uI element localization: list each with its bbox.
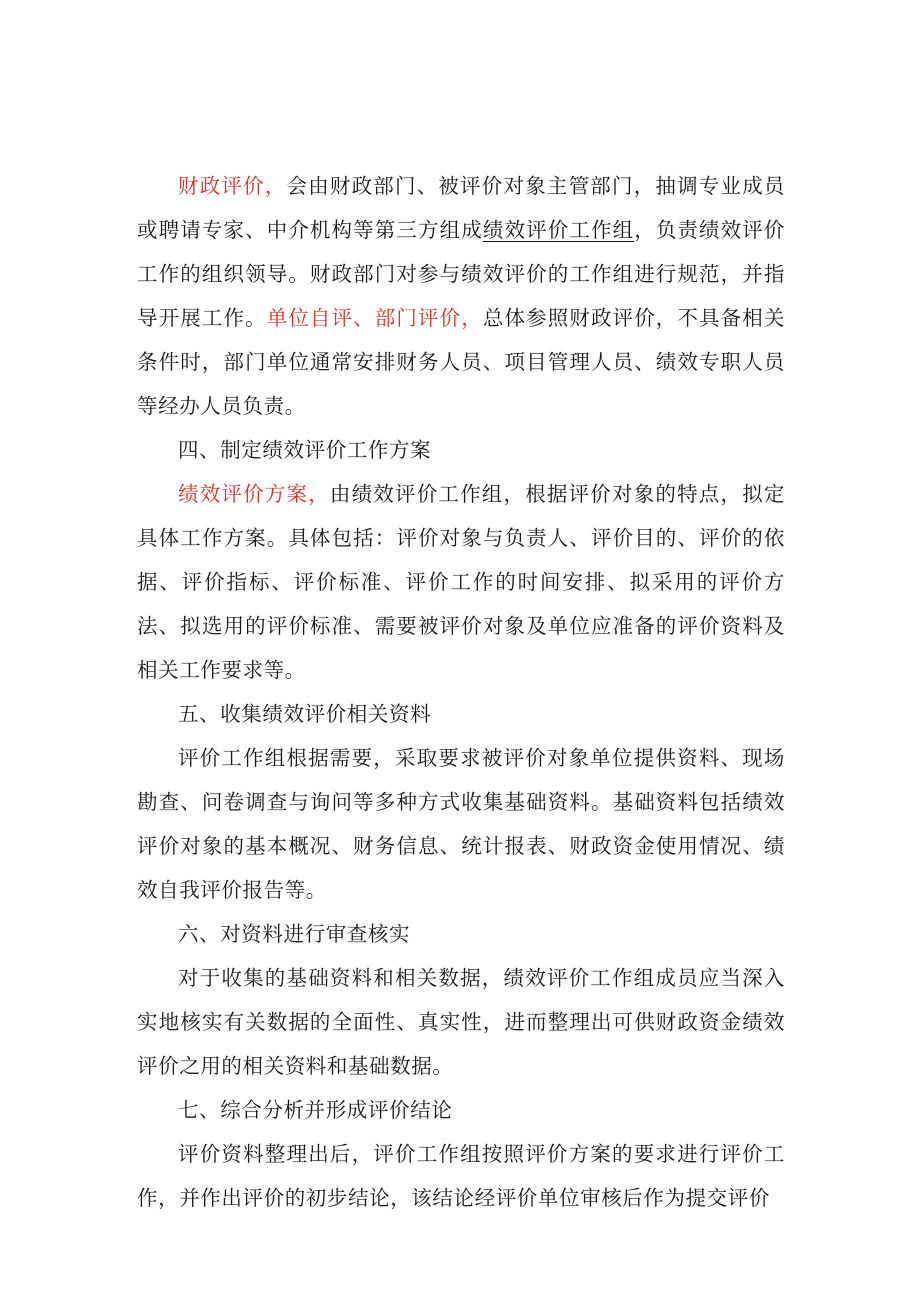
- section-heading-7: 七、综合分析并形成评价结论: [178, 1098, 453, 1122]
- paragraph-text: 会由财政部门、被评价对象主管部门，抽调专业成员或聘请专家、中介机构等第三方组成: [137, 174, 785, 242]
- paragraph-text: ，负责绩效评价工作的组织领导。财政部门对参与绩效评价的工作组进行规范，并指导开展工作。: [137, 218, 786, 330]
- paragraph-evaluation-organization: [137, 164, 785, 428]
- section-heading-4: 四、制定绩效评价工作方案: [178, 438, 432, 462]
- highlight-finance-evaluation: 财政评价，: [178, 174, 287, 198]
- paragraph-evaluation-plan: [137, 472, 785, 692]
- paragraph-text: 总体参照财政评价，不具备相关条件时，部门单位通常安排财务人员、项目管理人员、绩效专职人员等经办人员负责。: [137, 306, 785, 418]
- section-heading-6: 六、对资料进行审查核实: [178, 922, 411, 946]
- paragraph-analysis-conclusion: 评价资料整理出后，评价工作组按照评价方案的要求进行评价工作，并作出评价的初步结论，该结论经评价单位审核后作为提交评价: [137, 1142, 785, 1210]
- paragraph-verify-materials: 对于收集的基础资料和相关数据，绩效评价工作组成员应当深入实地核实有关数据的全面性、真实性，进而整理出可供财政资金绩效评价之用的相关资料和基础数据。: [137, 966, 785, 1078]
- paragraph-text: 由绩效评价工作组，根据评价对象的特点，拟定具体工作方案。具体包括：评价对象与负责人、评价目的、评价的依据、评价指标、评价标准、评价工作的时间安排、拟采用的评价方法、拟选用的评价标准、需要被评价对象及单位应准备的评价资料及相关工作要求等。: [137, 482, 785, 682]
- underlined-term-working-group: 绩效评价工作组: [482, 218, 635, 242]
- paragraph-collect-materials: 评价工作组根据需要，采取要求被评价对象单位提供资料、现场勘查、问卷调查与询问等多种方式收集基础资料。基础资料包括绩效评价对象的基本概况、财务信息、统计报表、财政资金使用情况、绩效自我评价报告等。: [137, 746, 785, 902]
- highlight-evaluation-plan: 绩效评价方案，: [178, 482, 330, 506]
- document-body: [137, 164, 785, 1220]
- section-heading-5: 五、收集绩效评价相关资料: [178, 702, 432, 726]
- highlight-self-and-department-evaluation: 单位自评、部门评价，: [266, 306, 483, 330]
